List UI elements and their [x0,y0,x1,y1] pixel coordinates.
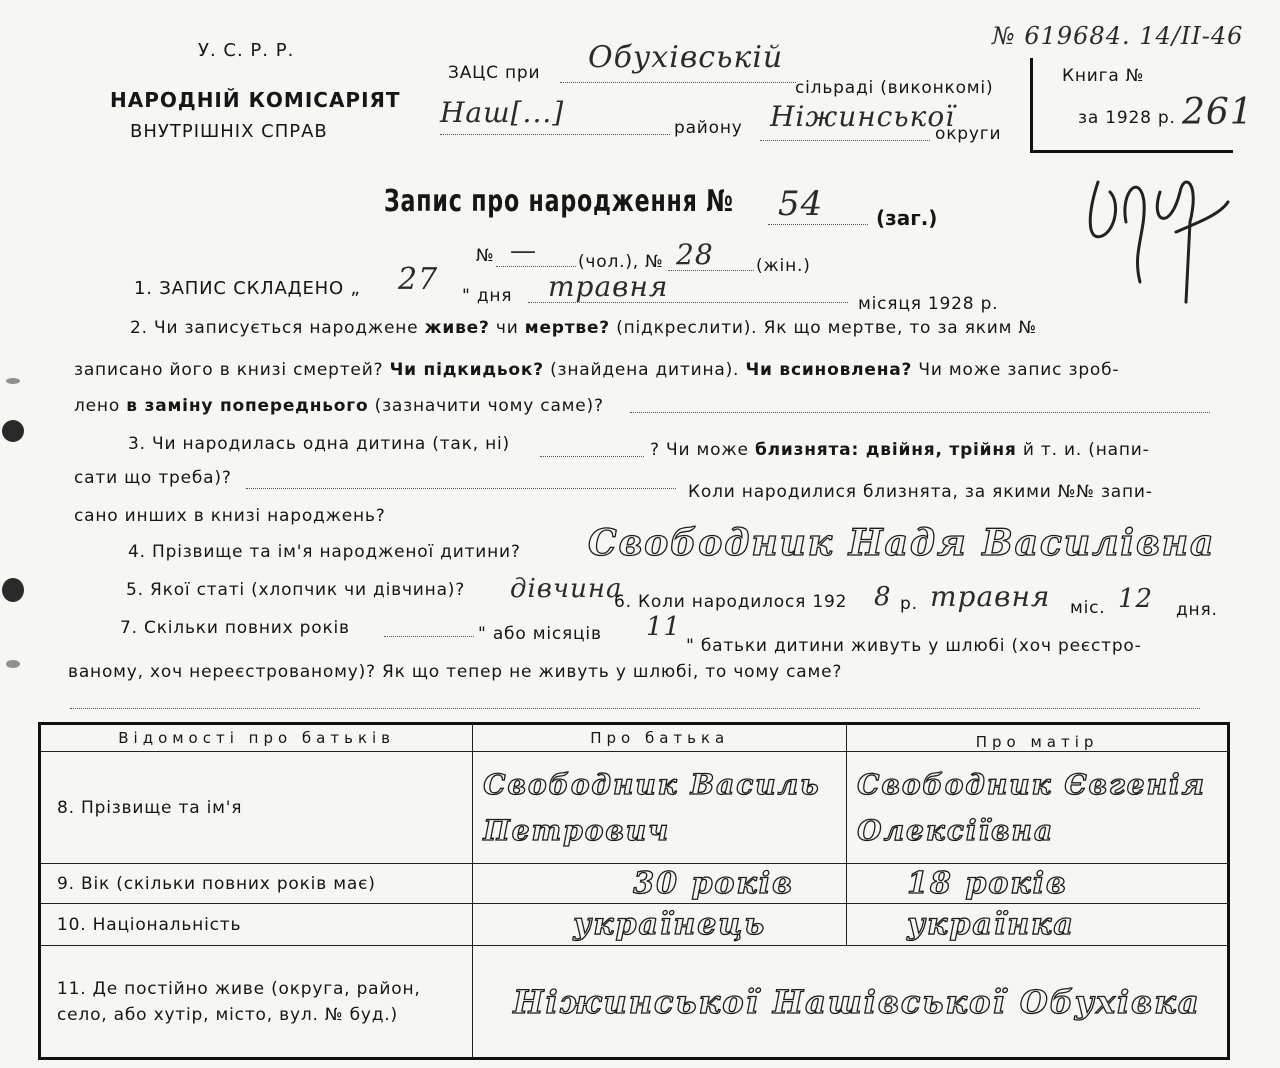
document-title: Запис про народження № [384,184,734,219]
q3-l1-a: 3. Чи народилась одна дитина (так, ні) [128,434,510,454]
mother-name-value: Свободник Євгенія Олексіївна [857,767,1206,847]
q7-years-line [384,636,474,637]
residence [473,946,1229,1059]
republic-label: У. С. Р. Р. [198,40,295,61]
q2-l2-e: Чи може запис зроб- [918,360,1120,380]
q2-l1-c: чи [495,318,519,338]
col-header-father: Про батька [473,724,847,752]
q2-l1-b: живе? [424,318,490,338]
q6-r: р. [900,594,918,614]
q5-sex: дівчина [510,574,623,604]
father-age-value: 30 років [633,866,794,901]
okrug-value: Ніжинської [770,100,956,133]
q2-l3-b: в заміну попереднього [126,396,369,416]
punch-hole [2,578,24,602]
father-name-value: Свободник Василь Петрович [483,767,821,847]
q3-line1 [128,434,510,454]
archive-stamp: № 619684. 14/II-46 [992,22,1244,50]
commissariat-label: НАРОДНІЙ КОМІСАРІЯТ [110,88,401,112]
q6-month: травня [930,580,1051,613]
q4-child-name: Свободник Надя Василівна [588,522,1216,564]
q2-answer-line [630,412,1210,413]
q3-l1-c: близнята: двійня, трійня [754,440,1017,460]
mother-age-value: 18 років [907,866,1068,901]
q3-line1-b [650,440,1150,460]
q2-l1-a: 2. Чи записується народжене [130,318,419,338]
district-label: району [674,118,743,138]
q6-text: 6. Коли народилося 192 [614,592,848,612]
record-suffix: (заг.) [876,206,938,230]
q2-l1-d: мертве? [524,318,610,338]
okrug-line [760,140,930,141]
mother-nationality-value: українка [907,907,1075,942]
registrar-signature [1080,162,1230,352]
department-label: ВНУТРІШНІХ СПРАВ [130,121,328,142]
q2-line1 [130,318,1037,338]
father-age [473,864,847,904]
q7-l1-a: 7. Скільки повних років [120,618,350,638]
q5-text: 5. Якої статі (хлопчик чи дівчина)? [126,580,466,600]
female-number-line [668,270,754,271]
male-number-prefix: № [476,246,495,266]
q2-l2-d: Чи всиновлена? [745,360,913,380]
q1-day: 27 [398,262,439,297]
father-nationality-value: українець [573,907,767,942]
book-number: 261 [1182,92,1254,133]
book-year: за 1928 р. [1078,108,1176,128]
district-line [440,134,670,135]
q2-l3-a: лено [74,396,121,416]
book-label: Книга № [1062,66,1145,86]
q1-day-label: " дня [462,286,513,306]
q3-l2-a: сати що треба)? [74,468,232,488]
q6-year: 8 [874,582,892,612]
q7-months: 11 [646,612,682,642]
punch-hole [6,378,20,384]
male-number-label: (чол.), № [578,252,664,272]
table-header-row [40,724,1229,752]
q2-l1-e: (підкреслити). Як що мертве, то за яким № [616,318,1037,338]
okrug-label: округи [935,124,1002,144]
parents-table [38,722,1230,1060]
q7-answer-line [70,708,1200,709]
zags-label: ЗАЦС при [448,63,541,83]
q1-month: травня [548,270,669,303]
q3-l1-b: ? Чи може [650,440,749,460]
male-number-value: — [510,236,537,266]
father-nationality [473,904,847,946]
table-row [40,752,1229,864]
male-number-line [496,266,576,267]
q1-tail: місяця 1928 р. [858,294,999,314]
q6-day: 12 [1118,584,1154,614]
row-label-age: 9. Вік (скільки повних років має) [40,864,473,904]
village-line [560,82,796,83]
q6-dnia: дня. [1176,600,1218,620]
q3-l2-b: Коли народилися близнята, за якими №№ запи- [688,482,1153,502]
col-header-parents: Відомості про батьків [40,724,473,752]
row-label-residence: 11. Де постійно живе (округа, район, село, або хутір, місто, вул. № буд.) [40,946,473,1059]
punch-hole [2,420,24,442]
q2-l2-b: Чи підкидьок? [389,360,544,380]
q1-text: 1. ЗАПИС СКЛАДЕНО „ [134,278,361,299]
q7-l1-b: " або місяців [478,624,602,644]
q2-l2-a: записано його в книзі смертей? [74,360,384,380]
q6-mis: міс. [1070,598,1106,618]
q2-line3 [74,396,604,416]
female-number-value: 28 [676,238,714,271]
village-suffix: сільраді (виконкомі) [795,78,994,98]
female-number-label: (жін.) [756,256,811,276]
village-value: Обухівській [588,40,784,75]
q4-text: 4. Прізвище та ім'я народженої дитини? [128,542,521,562]
q2-l3-c: (зазначити чому саме)? [374,396,604,416]
row-label-name: 8. Прізвище та ім'я [40,752,473,864]
q3-single-line [540,456,644,457]
row-label-nationality: 10. Національність [40,904,473,946]
father-name [473,752,847,864]
record-number-line [768,224,868,225]
table-row [40,864,1229,904]
q7-l2: ваному, хоч нереєстрованому)? Як що тепер не живуть у шлюбі, то чому саме? [68,662,843,682]
q3-l3-a: сано инших в книзі народжень? [74,506,386,526]
col-header-mother: Про матір [847,724,1229,752]
table-row [40,904,1229,946]
punch-hole [6,660,20,668]
q7-l1-c: " батьки дитини живуть у шлюбі (хоч реєстро- [686,636,1142,656]
record-number: 54 [778,184,824,224]
q2-line2 [74,360,1119,380]
mother-name [847,752,1229,864]
q3-twins-line [246,488,676,489]
q3-l1-d: й т. и. (напи- [1022,440,1150,460]
mother-age [847,864,1229,904]
q1-month-line [528,302,848,303]
q2-l2-c: (знайдена дитина). [550,360,740,380]
mother-nationality [847,904,1229,946]
district-value: Наш[...] [440,96,565,129]
residence-value: Ніжинської Нашівської Обухівка [513,982,1201,1021]
table-row [40,946,1229,1059]
